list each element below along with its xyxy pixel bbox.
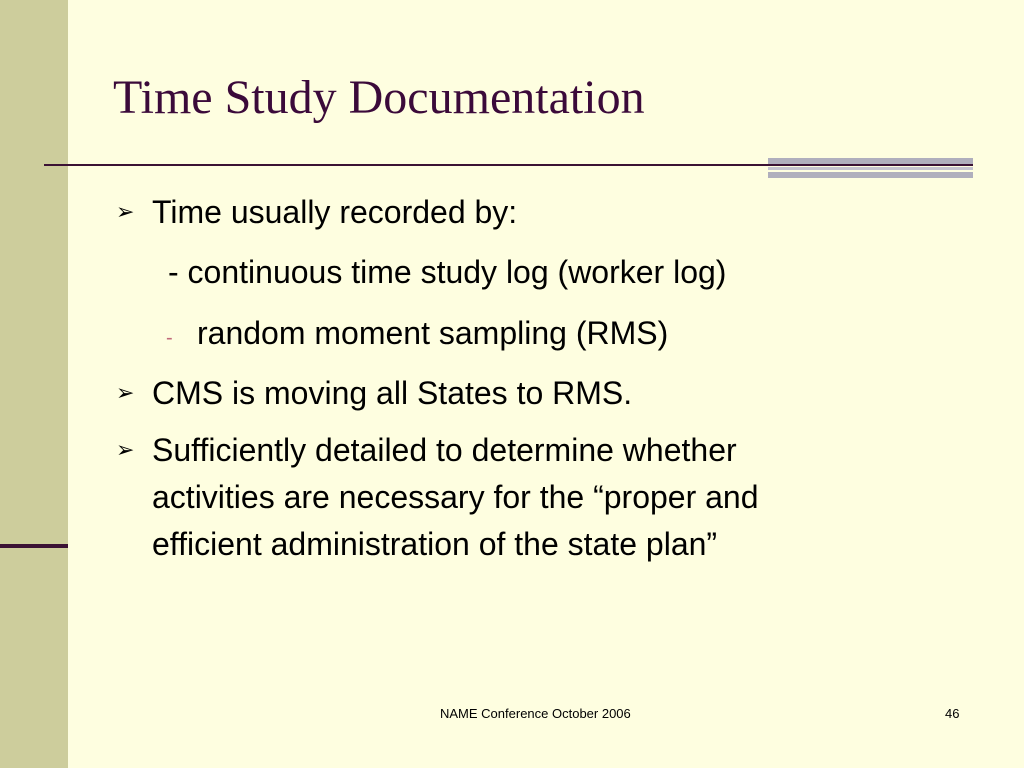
arrow-bullet-icon: ➢ [116, 199, 135, 224]
arrow-bullet-icon: ➢ [116, 380, 135, 405]
bullet-text: Sufficiently detailed to determine whether [152, 432, 737, 468]
accent-stripe [768, 167, 973, 170]
accent-stripe [768, 158, 973, 164]
bullet-text: activities are necessary for the “proper and [152, 479, 759, 515]
side-accent-line [0, 544, 68, 548]
bullet-text: CMS is moving all States to RMS. [152, 375, 633, 411]
dash-marker: - [166, 327, 173, 349]
footer-text: NAME Conference October 2006 [440, 706, 631, 721]
page-number: 46 [945, 706, 960, 721]
slide-title: Time Study Documentation [113, 71, 645, 124]
bullet-text: Time usually recorded by: [152, 194, 518, 230]
side-band [0, 0, 68, 768]
sub-item-text: random moment sampling (RMS) [197, 315, 669, 351]
sub-item-text: - continuous time study log (worker log) [168, 254, 727, 290]
accent-bar [768, 158, 973, 178]
bullet-text: efficient administration of the state plan” [152, 526, 718, 562]
accent-stripe [768, 172, 973, 178]
arrow-bullet-icon: ➢ [116, 437, 135, 462]
